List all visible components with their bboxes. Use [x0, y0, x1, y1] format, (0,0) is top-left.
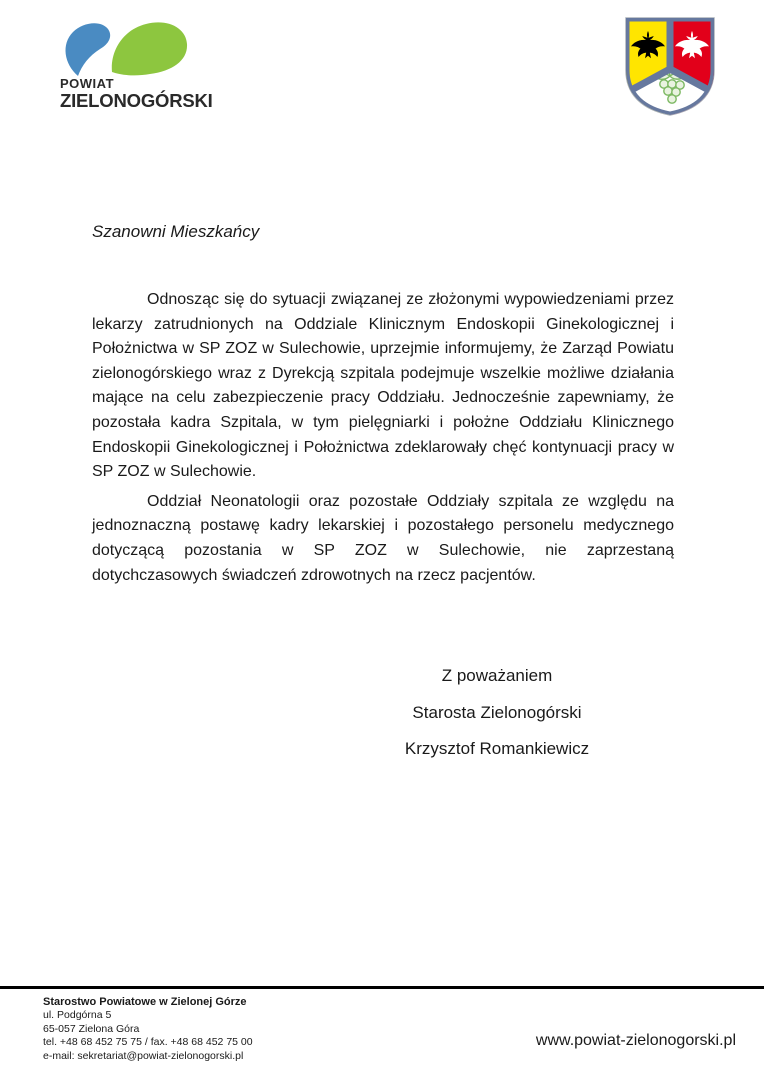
logo-text-powiat: POWIAT — [60, 76, 115, 91]
salutation: Szanowni Mieszkańcy — [92, 222, 260, 241]
signatory-name: Krzysztof Romankiewicz — [404, 739, 590, 758]
footer-street: ul. Podgórna 5 — [43, 1009, 112, 1022]
coat-of-arms-icon — [620, 14, 720, 118]
footer-phone-fax: tel. +48 68 452 75 75 / fax. +48 68 452 75 00 — [43, 1036, 253, 1049]
paragraph-2: Oddział Neonatologii oraz pozostałe Oddziały szpitala ze względu na jednoznaczną postawę kadry lekarskiej i pozostałego personelu medycznego dotyczącą pozostania w SP ZOZ w Sulechowie, nie zaprzestaną dotychczasowych świadczeń zdrowotnych na rzecz pacjentów. — [92, 492, 674, 584]
signatory-title: Starosta Zielonogórski — [412, 702, 582, 722]
footer-city: 65-057 Zielona Góra — [43, 1022, 140, 1035]
paragraph-1: Odnosząc się do sytuacji związanej ze złożonymi wypowiedzeniami przez lekarzy zatrudnionych na Oddziale Klinicznym Endoskopii Ginekologicznej i Położnictwa w SP ZOZ w Sulechowie, uprzejmie informujemy, że Zarząd Powiatu zielonogórskiego wraz z Dyrekcją szpitala podejmuje wszelkie możliwe działania mające na celu zabezpieczenie pracy Oddziału. Jednocześnie zapewniamy, że pozostała kadra Szpitala, w tym pielęgniarki i położne Oddziału Klinicznego Endoskopii Ginekologicznej i Położnictwa zdeklarowały chęć kontynuacji pracy w SP ZOZ w Sulechowie. — [92, 291, 674, 481]
footer-contact-block — [43, 996, 253, 1063]
logo-text-zielonogorski: ZIELONOGÓRSKI — [60, 90, 213, 111]
letter-body — [92, 288, 674, 593]
signature-block — [347, 658, 647, 768]
footer-website: www.powiat-zielonogorski.pl — [535, 1032, 736, 1049]
footer-office-name: Starostwo Powiatowe w Zielonej Górze — [43, 996, 247, 1008]
county-logo-icon — [56, 20, 206, 78]
closing-line: Z poważaniem — [441, 666, 553, 685]
county-logo — [56, 20, 216, 110]
footer-divider — [0, 986, 764, 989]
footer-email: e-mail: sekretariat@powiat-zielonogorski.pl — [43, 1049, 244, 1062]
